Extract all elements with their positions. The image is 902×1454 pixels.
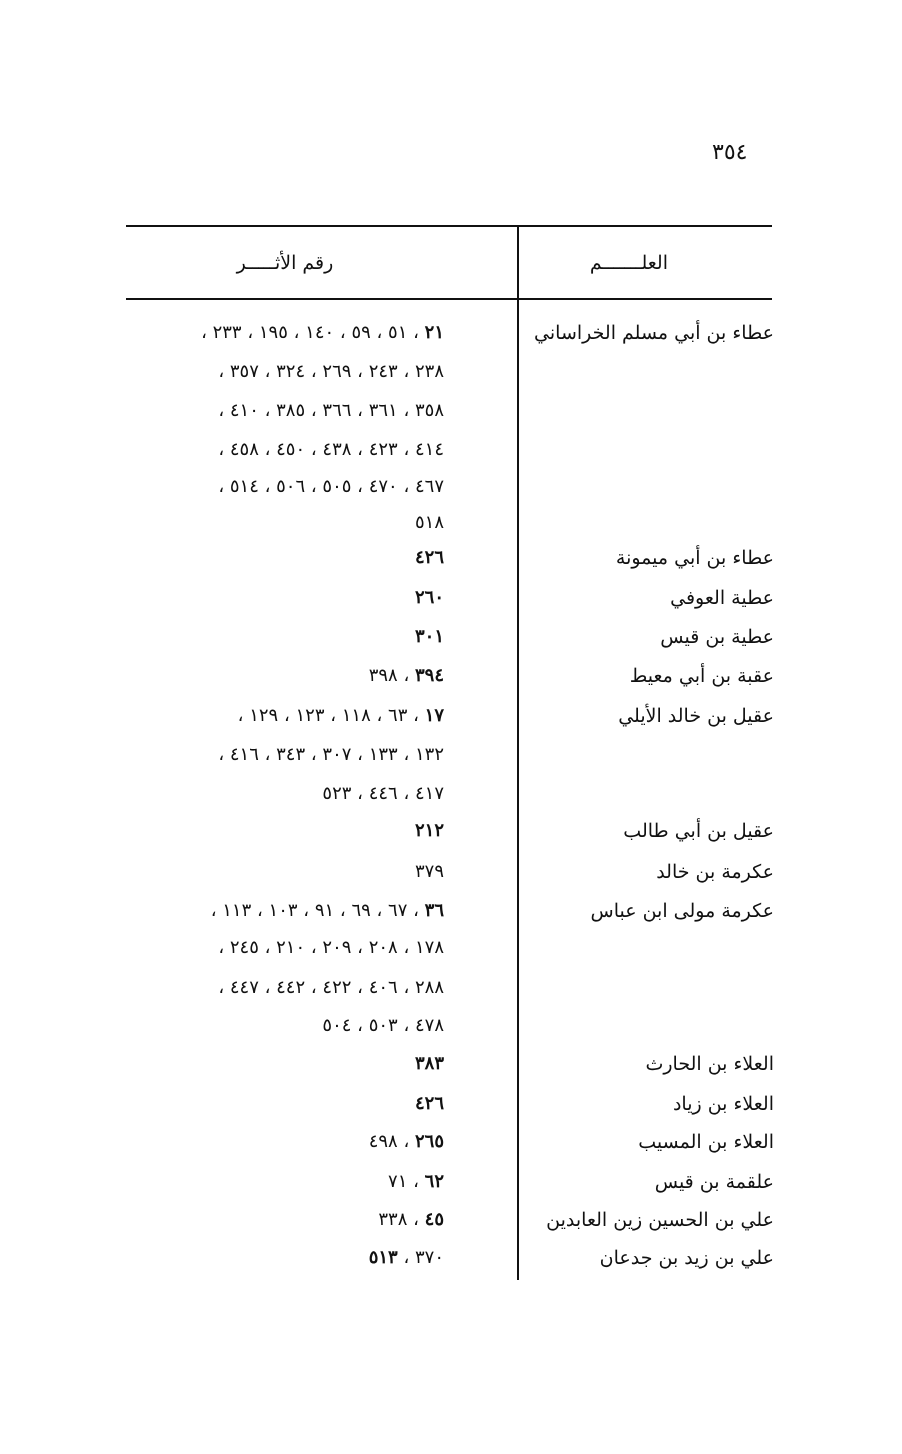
- page-number: ٣٥٤: [712, 140, 748, 165]
- header-rule: [126, 298, 772, 300]
- top-rule: [126, 225, 772, 227]
- index-entry-name: عطاء بن أبي مسلم الخراساني: [534, 322, 774, 344]
- index-entry-numbers: ٢١٢: [414, 820, 444, 841]
- index-entry-name: عقيل بن خالد الأيلي: [618, 705, 774, 727]
- index-entry-name: العلاء بن زياد: [672, 1093, 774, 1115]
- index-entry-numbers: ٦٢ ، ٧١: [388, 1171, 444, 1192]
- index-entry-numbers: ٣٨٣: [414, 1053, 444, 1074]
- index-entry-numbers: ٤٥ ، ٣٣٨: [378, 1209, 444, 1230]
- index-entry-numbers: ٣٠١: [414, 626, 444, 647]
- index-entry-name: عكرمة مولى ابن عباس: [590, 900, 774, 922]
- index-entry-name: العلاء بن المسيب: [638, 1131, 774, 1153]
- index-entry-numbers: ٤٦٧ ، ٤٧٠ ، ٥٠٥ ، ٥٠٦ ، ٥١٤ ،: [218, 476, 444, 497]
- index-entry-numbers: ٣٧٩: [414, 861, 444, 882]
- index-entry-numbers: ١٧ ، ٦٣ ، ١١٨ ، ١٢٣ ، ١٢٩ ،: [237, 705, 444, 726]
- index-entry-numbers: ٥١٨: [414, 512, 444, 533]
- number-column-header: رقم الأثـــــر: [236, 252, 334, 274]
- name-column-header: العلـــــــم: [589, 252, 668, 274]
- index-entry-numbers: ٤٧٨ ، ٥٠٣ ، ٥٠٤: [322, 1015, 444, 1036]
- index-entry-numbers: ٤١٧ ، ٤٤٦ ، ٥٢٣: [322, 783, 444, 804]
- column-divider: [517, 225, 519, 1280]
- index-entry-name: عطية بن قيس: [660, 626, 774, 648]
- index-entry-name: عقيل بن أبي طالب: [623, 820, 774, 842]
- index-entry-numbers: ٤٢٦: [414, 547, 444, 568]
- index-entry-numbers: ٣٥٨ ، ٣٦١ ، ٣٦٦ ، ٣٨٥ ، ٤١٠ ،: [218, 400, 444, 421]
- index-entry-numbers: ٢٦٠: [414, 587, 444, 608]
- index-entry-name: علي بن الحسين زين العابدين: [546, 1209, 774, 1231]
- index-entry-name: علقمة بن قيس: [654, 1171, 774, 1193]
- index-entry-numbers: ٤٢٦: [414, 1093, 444, 1114]
- index-entry-numbers: ٣٦ ، ٦٧ ، ٦٩ ، ٩١ ، ١٠٣ ، ١١٣ ،: [210, 900, 444, 921]
- index-entry-name: عطية العوفي: [670, 587, 774, 609]
- index-entry-name: عقبة بن أبي معيط: [629, 665, 774, 687]
- index-entry-name: علي بن زيد بن جدعان: [599, 1247, 774, 1269]
- index-entry-numbers: ١٣٢ ، ١٣٣ ، ٣٠٧ ، ٣٤٣ ، ٤١٦ ،: [218, 744, 444, 765]
- index-entry-numbers: ٢١ ، ٥١ ، ٥٩ ، ١٤٠ ، ١٩٥ ، ٢٣٣ ،: [201, 322, 444, 343]
- index-entry-numbers: ٢٣٨ ، ٢٤٣ ، ٢٦٩ ، ٣٢٤ ، ٣٥٧ ،: [218, 361, 444, 382]
- index-entry-numbers: ٢٨٨ ، ٤٠٦ ، ٤٢٢ ، ٤٤٢ ، ٤٤٧ ،: [218, 977, 444, 998]
- index-entry-numbers: ١٧٨ ، ٢٠٨ ، ٢٠٩ ، ٢١٠ ، ٢٤٥ ،: [218, 937, 444, 958]
- index-entry-name: عكرمة بن خالد: [656, 861, 774, 883]
- index-entry-name: العلاء بن الحارث: [645, 1053, 774, 1075]
- index-entry-numbers: ٢٦٥ ، ٤٩٨: [368, 1131, 444, 1152]
- index-entry-name: عطاء بن أبي ميمونة: [615, 547, 774, 569]
- index-entry-numbers: ٤١٤ ، ٤٢٣ ، ٤٣٨ ، ٤٥٠ ، ٤٥٨ ،: [218, 439, 444, 460]
- index-entry-numbers: ٣٩٤ ، ٣٩٨: [368, 665, 444, 686]
- index-entry-numbers: ٣٧٠ ، ٥١٣: [368, 1247, 444, 1268]
